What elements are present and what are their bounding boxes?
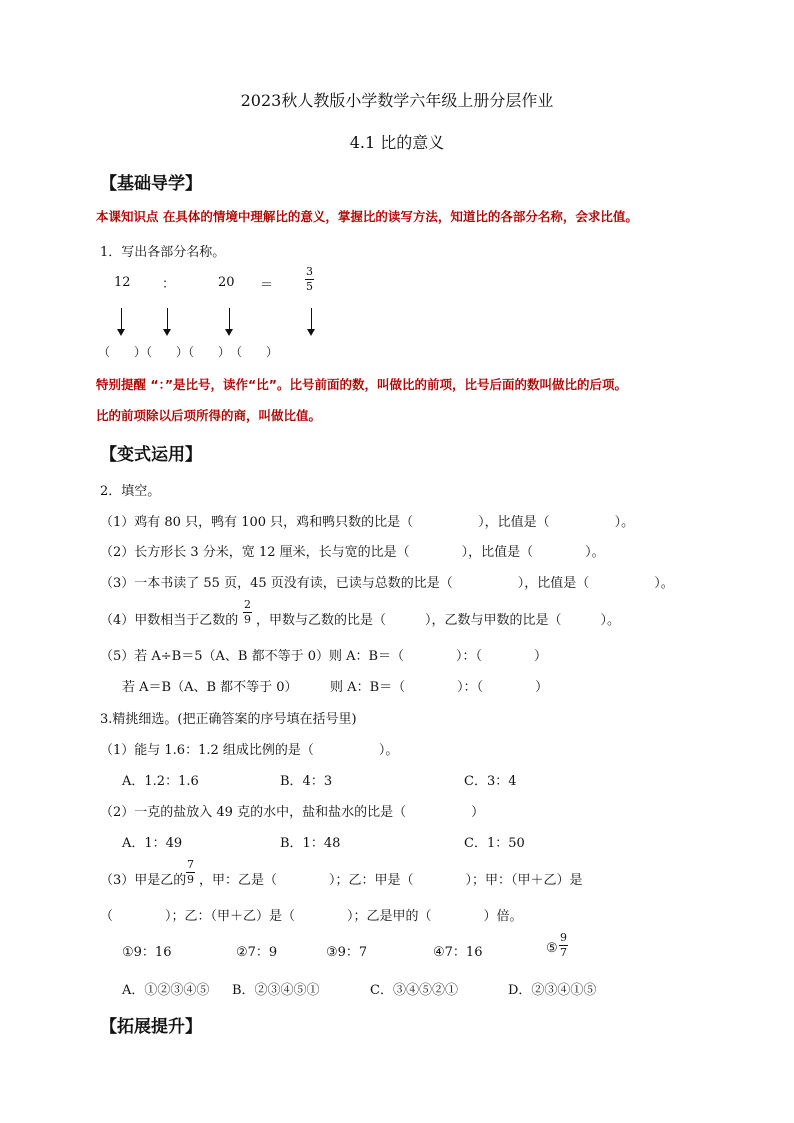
ratio-second-term: 20 [218,275,235,290]
question-3-2: （2）一克的盐放入 49 克的水中，盐和盐水的比是（ ） [100,805,485,820]
question-3-3-start: （3）甲是乙的 [100,873,187,888]
question-2-4-end: ，甲数与乙数的比是（ ），乙数与甲数的比是（ ）。 [256,613,621,628]
fraction-seven-ninths [186,859,195,886]
fraction-numerator: 3 [306,265,313,278]
fraction-nine-sevenths [559,932,568,959]
question-3-3-line-2: （ ）；乙：（甲＋乙）是（ ）；乙是甲的（ ）倍。 [100,909,523,924]
knowledge-point: 本课知识点 在具体的情境中理解比的意义，掌握比的读写方法，知道比的各部分名称，会求比值。 [96,209,638,224]
question-3-3-end: ，甲：乙是（ ）；乙：甲是（ ）；甲：（甲＋乙）是 [199,873,583,888]
tip-line-2: 比的前项除以后项所得的商，叫做比值。 [96,408,322,423]
option-a: A．①②③④⑤ [122,983,210,998]
choice-item-1: ①9：16 [122,945,172,960]
fraction-denominator: 7 [560,946,567,959]
question-2-2: （2）长方形长 3 分米，宽 12 厘米，长与宽的比是（ ），比值是（ ）。 [100,545,605,560]
section-heading-practice: 【变式运用】 [100,445,202,465]
fraction-two-ninths [243,599,252,626]
ratio-first-term: 12 [114,275,131,290]
question-3-1: （1）能与 1.6：1.2 组成比例的是（ ）。 [100,743,399,758]
arrow-down-icon [311,308,312,330]
question-1-title: 1．写出各部分名称。 [100,245,226,260]
question-2-5-line-1: （5）若 A÷B＝5（A、B 都不等于 0）则 A：B＝（ ）：（ ） [100,649,548,664]
fraction-denominator: 5 [306,280,313,293]
section-heading-extension: 【拓展提升】 [100,1017,202,1037]
choice-item-3: ③9：7 [326,945,368,960]
fraction-numerator: 2 [244,598,251,611]
section-heading-basic: 【基础导学】 [100,174,202,194]
page-subtitle: 4.1 比的意义 [349,133,445,152]
fraction-numerator: 9 [560,931,567,944]
choice-item-2: ②7：9 [236,945,278,960]
arrow-down-icon [121,308,122,330]
option-a: A．1：49 [122,836,183,851]
option-a: A．1.2：1.6 [122,774,199,789]
question-2-1: （1）鸡有 80 只，鸭有 100 只，鸡和鸭只数的比是（ ），比值是（ ）。 [100,515,635,530]
option-b: B．②③④⑤① [232,983,320,998]
question-2-title: 2．填空。 [100,484,161,499]
question-3-title: 3.精挑细选。(把正确答案的序号填在括号里) [100,712,357,727]
arrow-down-icon [167,308,168,330]
option-b: B．4：3 [280,774,333,789]
option-c: C．1：50 [464,836,525,851]
option-c: C．③④⑤②① [370,983,458,998]
page-title: 2023秋人教版小学数学六年级上册分层作业 [240,91,554,110]
fraction-numerator: 7 [187,858,194,871]
option-d: D．②③④①⑤ [508,983,597,998]
answer-blanks: （ ）（ ）（ ） （ ） [98,345,279,359]
choice-item-5-prefix: ⑤ [546,941,558,956]
tip-line-1: 特别提醒 “：”是比号，读作“比”。比号前面的数，叫做比的前项，比号后面的数叫做比的后项。 [96,377,627,392]
fraction-denominator: 9 [187,873,194,886]
equals-sign: ＝ [260,278,274,293]
question-2-3: （3）一本书读了 55 页，45 页没有读，已读与总数的比是（ ），比值是（ ）。 [100,576,674,591]
option-b: B．1：48 [280,836,341,851]
option-c: C．3：4 [464,774,517,789]
ratio-colon: ： [162,277,176,292]
choice-item-4: ④7：16 [433,945,483,960]
question-2-4-start: （4）甲数相当于乙数的 [100,613,239,628]
fraction-denominator: 9 [244,613,251,626]
ratio-value-fraction [305,266,314,293]
arrow-down-icon [229,308,230,330]
question-2-5-line-2: 若 A＝B（A、B 都不等于 0） 则 A：B＝（ ）：（ ） [122,680,549,695]
